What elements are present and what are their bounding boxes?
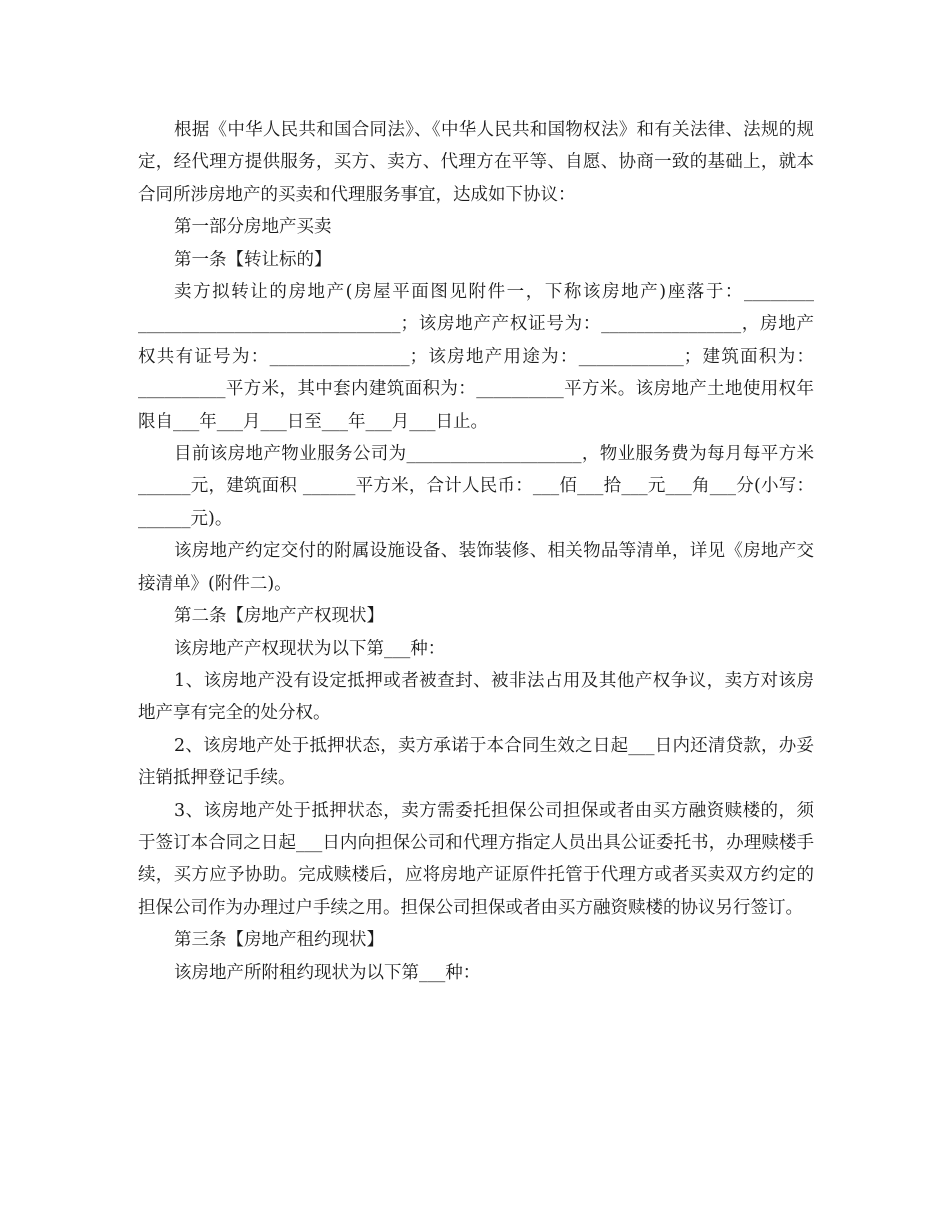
article-1-heading: 第一条【转让标的】 [174,249,332,270]
title-status-option-3: 3、该房地产处于抵押状态，卖方需委托担保公司担保或者由买方融资赎楼的，须于签订本合同之日起___日内向担保公司和代理方指定人员出具公证委托书，办理赎楼手续，买方应予协助。完成赎楼后，应将房地产证原件托管于代理方或者买卖双方约定的担保公司作为办理过户手续之用。担保公司担保或者由买方融资赎楼的协议另行签订。 [138,800,814,918]
title-status-intro: 该房地产产权现状为以下第___种： [174,638,446,659]
preamble-paragraph: 根据《中华人民共和国合同法》、《中华人民共和国物权法》和有关法律、法规的规定，经代理方提供服务，买方、卖方、代理方在平等、自愿、协商一致的基础上，就本合同所涉房地产的买卖和代理服务事宜，达成如下协议： [138,120,814,205]
property-location-paragraph: 卖方拟转让的房地产(房屋平面图见附件一，下称该房地产)座落于：________ ______________________________；该房地产产权证号为：________________，房地产权共有证号为：________________；该房地产用途为：____________；建筑面积为：__________平方米，其中套内建筑面积为：__________平方米。该房地产土地使用权年限自___年___月___日至___年___月___日止。 [138,282,814,432]
document-body [138,114,814,989]
handover-list-paragraph: 该房地产约定交付的附属设施设备、装饰装修、相关物品等清单，详见《房地产交接清单》(附件二)。 [138,541,814,594]
property-service-paragraph: 目前该房地产物业服务公司为____________________，物业服务费为每月每平方米______元，建筑面积 ______平方米，合计人民币：___佰___拾___元___角___分(小写：______元)。 [138,444,814,529]
part-heading: 第一部分房地产买卖 [174,217,332,238]
lease-status-intro: 该房地产所附租约现状为以下第___种： [174,962,481,983]
title-status-option-1: 1、该房地产没有设定抵押或者被查封、被非法占用及其他产权争议，卖方对该房地产享有完全的处分权。 [138,670,814,724]
article-3-heading: 第三条【房地产租约现状】 [174,930,384,951]
article-2-heading: 第二条【房地产产权现状】 [174,606,384,627]
title-status-option-2: 2、该房地产处于抵押状态，卖方承诺于本合同生效之日起___日内还清贷款，办妥注销抵押登记手续。 [138,735,814,789]
